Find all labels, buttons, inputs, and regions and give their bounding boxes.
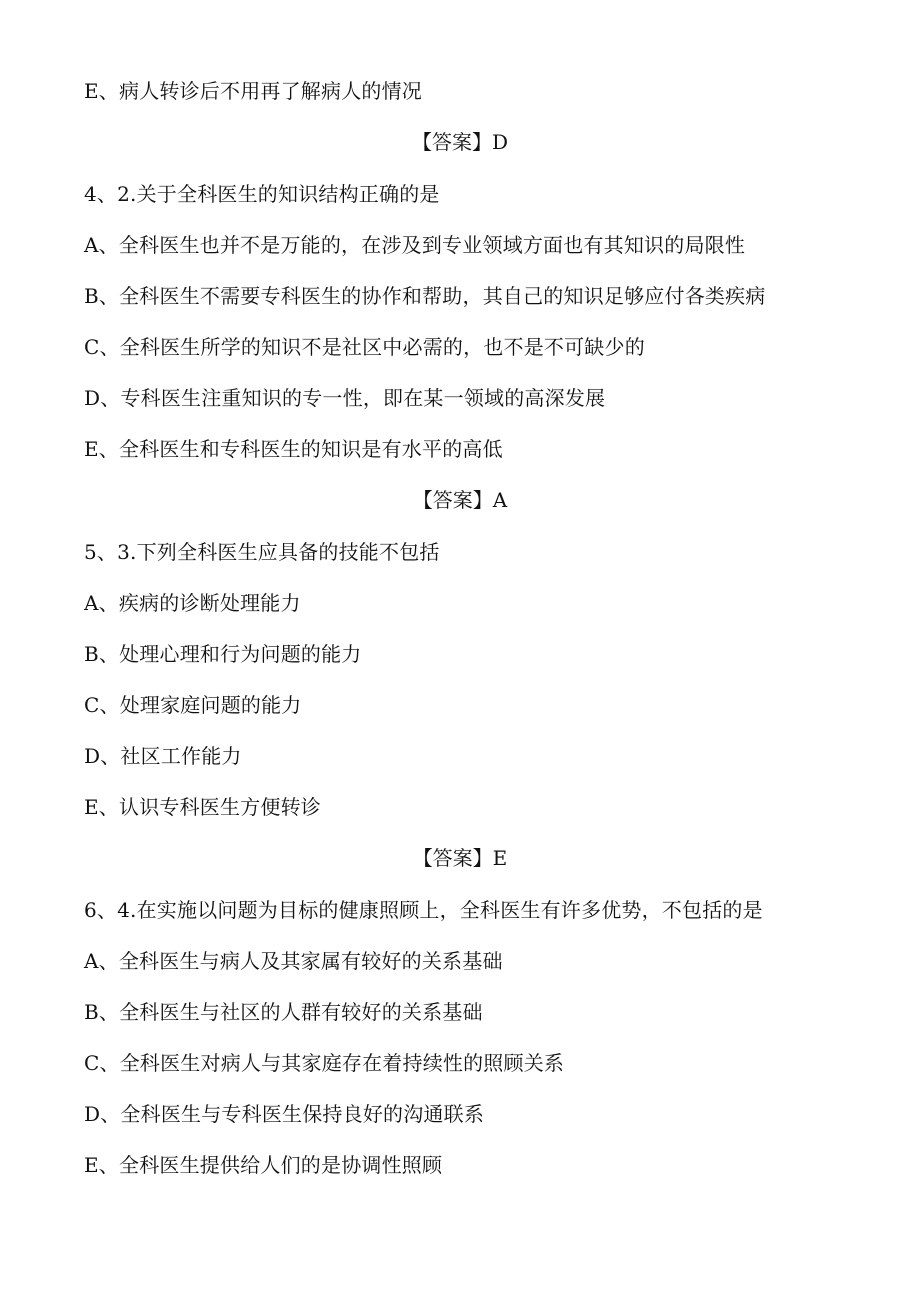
option-e-q5: E、认识专科医生方便转诊 xyxy=(84,795,321,819)
option-a-q5: A、疾病的诊断处理能力 xyxy=(84,591,301,615)
question-4: 4、2.关于全科医生的知识结构正确的是 xyxy=(84,182,440,206)
answer-q4: 【答案】A xyxy=(412,488,508,512)
question-5: 5、3.下列全科医生应具备的技能不包括 xyxy=(84,540,440,564)
option-a-q4: A、全科医生也并不是万能的，在涉及到专业领域方面也有其知识的局限性 xyxy=(84,233,746,257)
option-d-q4: D、专科医生注重知识的专一性，即在某一领域的高深发展 xyxy=(84,386,606,410)
option-e-q4: E、全科医生和专科医生的知识是有水平的高低 xyxy=(84,437,503,461)
option-c-q6: C、全科医生对病人与其家庭存在着持续性的照顾关系 xyxy=(84,1051,565,1075)
option-c-q5: C、处理家庭问题的能力 xyxy=(84,693,302,717)
answer-q5: 【答案】E xyxy=(412,846,508,870)
question-6: 6、4.在实施以问题为目标的健康照顾上，全科医生有许多优势，不包括的是 xyxy=(84,898,763,922)
option-b-q5: B、处理心理和行为问题的能力 xyxy=(84,642,362,666)
option-d-q5: D、社区工作能力 xyxy=(84,744,242,768)
option-b-q6: B、全科医生与社区的人群有较好的关系基础 xyxy=(84,1000,483,1024)
option-d-q6: D、全科医生与专科医生保持良好的沟通联系 xyxy=(84,1102,485,1126)
option-a-q6: A、全科医生与病人及其家属有较好的关系基础 xyxy=(84,949,503,973)
answer-q3: 【答案】D xyxy=(411,130,509,154)
option-b-q4: B、全科医生不需要专科医生的协作和帮助，其自己的知识足够应付各类疾病 xyxy=(84,284,766,308)
option-e-q3: E、病人转诊后不用再了解病人的情况 xyxy=(84,79,422,103)
option-c-q4: C、全科医生所学的知识不是社区中必需的，也不是不可缺少的 xyxy=(84,335,645,359)
option-e-q6: E、全科医生提供给人们的是协调性照顾 xyxy=(84,1153,443,1177)
